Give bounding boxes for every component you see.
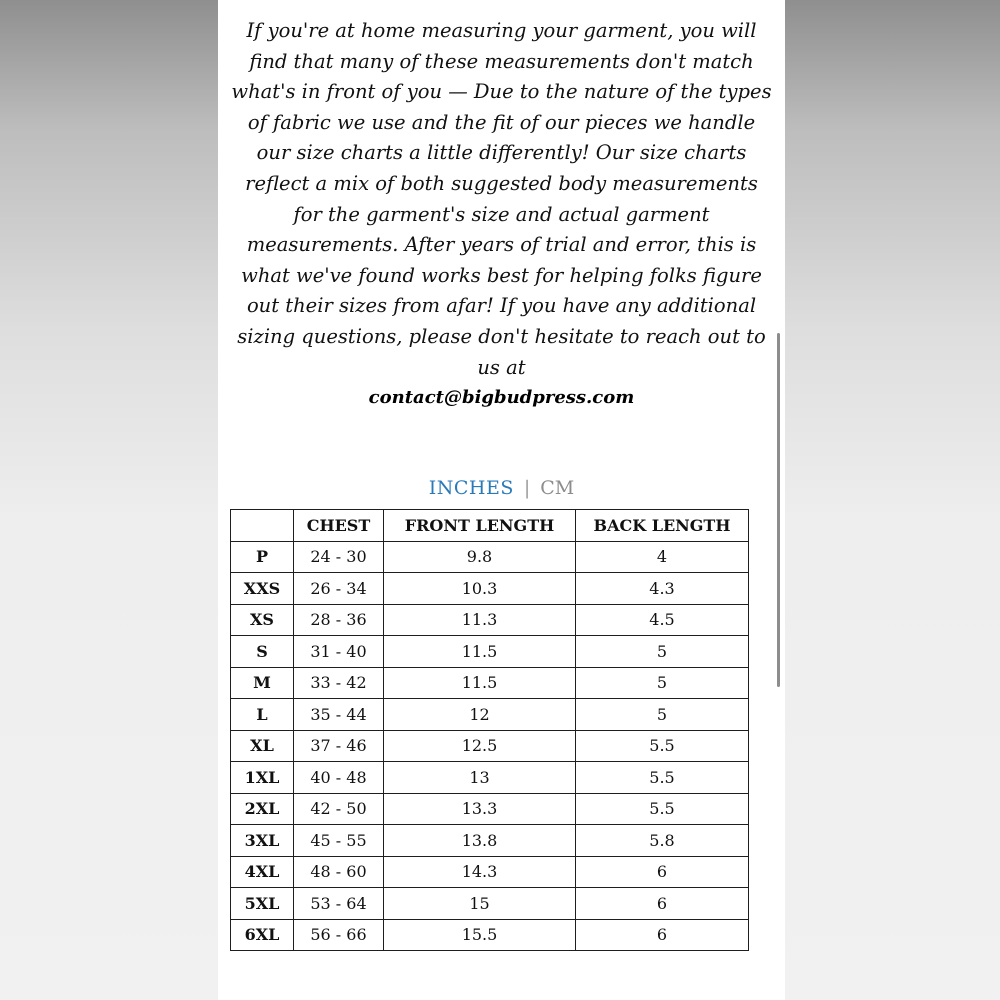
back-length-column-header: BACK LENGTH — [576, 510, 749, 542]
table-row — [231, 793, 749, 825]
table-row — [231, 604, 749, 636]
front-length-cell: 15.5 — [384, 919, 576, 951]
chest-cell: 26 - 34 — [294, 573, 384, 605]
size-cell: 3XL — [231, 825, 294, 857]
back-length-cell: 5 — [576, 636, 749, 668]
size-cell: P — [231, 541, 294, 573]
contact-email-link[interactable]: contact@bigbudpress.com — [368, 387, 635, 409]
unit-separator: | — [523, 477, 531, 499]
chest-cell: 40 - 48 — [294, 762, 384, 794]
table-row — [231, 762, 749, 794]
size-column-header — [231, 510, 294, 542]
back-length-cell: 5 — [576, 667, 749, 699]
inches-tab[interactable]: INCHES — [428, 477, 514, 499]
front-length-cell: 11.3 — [384, 604, 576, 636]
size-cell: 4XL — [231, 856, 294, 888]
back-length-cell: 4.5 — [576, 604, 749, 636]
front-length-cell: 11.5 — [384, 667, 576, 699]
chest-cell: 45 - 55 — [294, 825, 384, 857]
back-length-cell: 4.3 — [576, 573, 749, 605]
size-cell: XS — [231, 604, 294, 636]
table-row — [231, 699, 749, 731]
scrollbar[interactable] — [777, 333, 780, 687]
sizing-intro-text: If you're at home measuring your garment, you will find that many of these measurements don't match what's in front of you — Due to the nature of the types of fabric we use and the fit of our pieces we handle our size charts a little differently! Our size charts reflect a mix of both suggested body measurements for the garment's size and actual garment measurements. After years of trial and error, this is what we've found works best for helping folks figure out their sizes from afar! If you have any additional sizing questions, please don't hesitate to reach out to us at — [231, 19, 772, 379]
size-cell: M — [231, 667, 294, 699]
chest-cell: 31 - 40 — [294, 636, 384, 668]
size-chart-body — [231, 541, 749, 951]
size-guide-page — [218, 0, 785, 1000]
chest-cell: 35 - 44 — [294, 699, 384, 731]
front-length-cell: 12 — [384, 699, 576, 731]
front-length-cell: 15 — [384, 888, 576, 920]
table-row — [231, 636, 749, 668]
front-length-cell: 9.8 — [384, 541, 576, 573]
size-cell: L — [231, 699, 294, 731]
table-row — [231, 730, 749, 762]
cm-tab[interactable]: CM — [540, 477, 575, 499]
table-row — [231, 667, 749, 699]
front-length-cell: 11.5 — [384, 636, 576, 668]
front-length-cell: 13 — [384, 762, 576, 794]
sizing-intro — [230, 16, 773, 414]
back-length-cell: 6 — [576, 919, 749, 951]
chest-cell: 24 - 30 — [294, 541, 384, 573]
back-length-cell: 5.5 — [576, 793, 749, 825]
chest-cell: 42 - 50 — [294, 793, 384, 825]
back-length-cell: 6 — [576, 888, 749, 920]
back-length-cell: 5.5 — [576, 762, 749, 794]
back-length-cell: 4 — [576, 541, 749, 573]
front-length-column-header: FRONT LENGTH — [384, 510, 576, 542]
front-length-cell: 12.5 — [384, 730, 576, 762]
table-row — [231, 541, 749, 573]
size-cell: 6XL — [231, 919, 294, 951]
chest-cell: 48 - 60 — [294, 856, 384, 888]
table-row — [231, 573, 749, 605]
size-cell: XL — [231, 730, 294, 762]
chest-cell: 37 - 46 — [294, 730, 384, 762]
back-length-cell: 6 — [576, 856, 749, 888]
front-length-cell: 10.3 — [384, 573, 576, 605]
chest-cell: 28 - 36 — [294, 604, 384, 636]
table-row — [231, 888, 749, 920]
back-length-cell: 5.5 — [576, 730, 749, 762]
front-length-cell: 14.3 — [384, 856, 576, 888]
size-cell: XXS — [231, 573, 294, 605]
size-chart-table — [230, 509, 749, 951]
chest-cell: 33 - 42 — [294, 667, 384, 699]
chest-cell: 56 - 66 — [294, 919, 384, 951]
back-length-cell: 5.8 — [576, 825, 749, 857]
chest-column-header: CHEST — [294, 510, 384, 542]
size-cell: 1XL — [231, 762, 294, 794]
chest-cell: 53 - 64 — [294, 888, 384, 920]
table-row — [231, 856, 749, 888]
front-length-cell: 13.8 — [384, 825, 576, 857]
table-row — [231, 919, 749, 951]
size-cell: 2XL — [231, 793, 294, 825]
size-cell: S — [231, 636, 294, 668]
front-length-cell: 13.3 — [384, 793, 576, 825]
table-header-row — [231, 510, 749, 542]
size-cell: 5XL — [231, 888, 294, 920]
table-row — [231, 825, 749, 857]
unit-toggle — [218, 476, 785, 500]
back-length-cell: 5 — [576, 699, 749, 731]
